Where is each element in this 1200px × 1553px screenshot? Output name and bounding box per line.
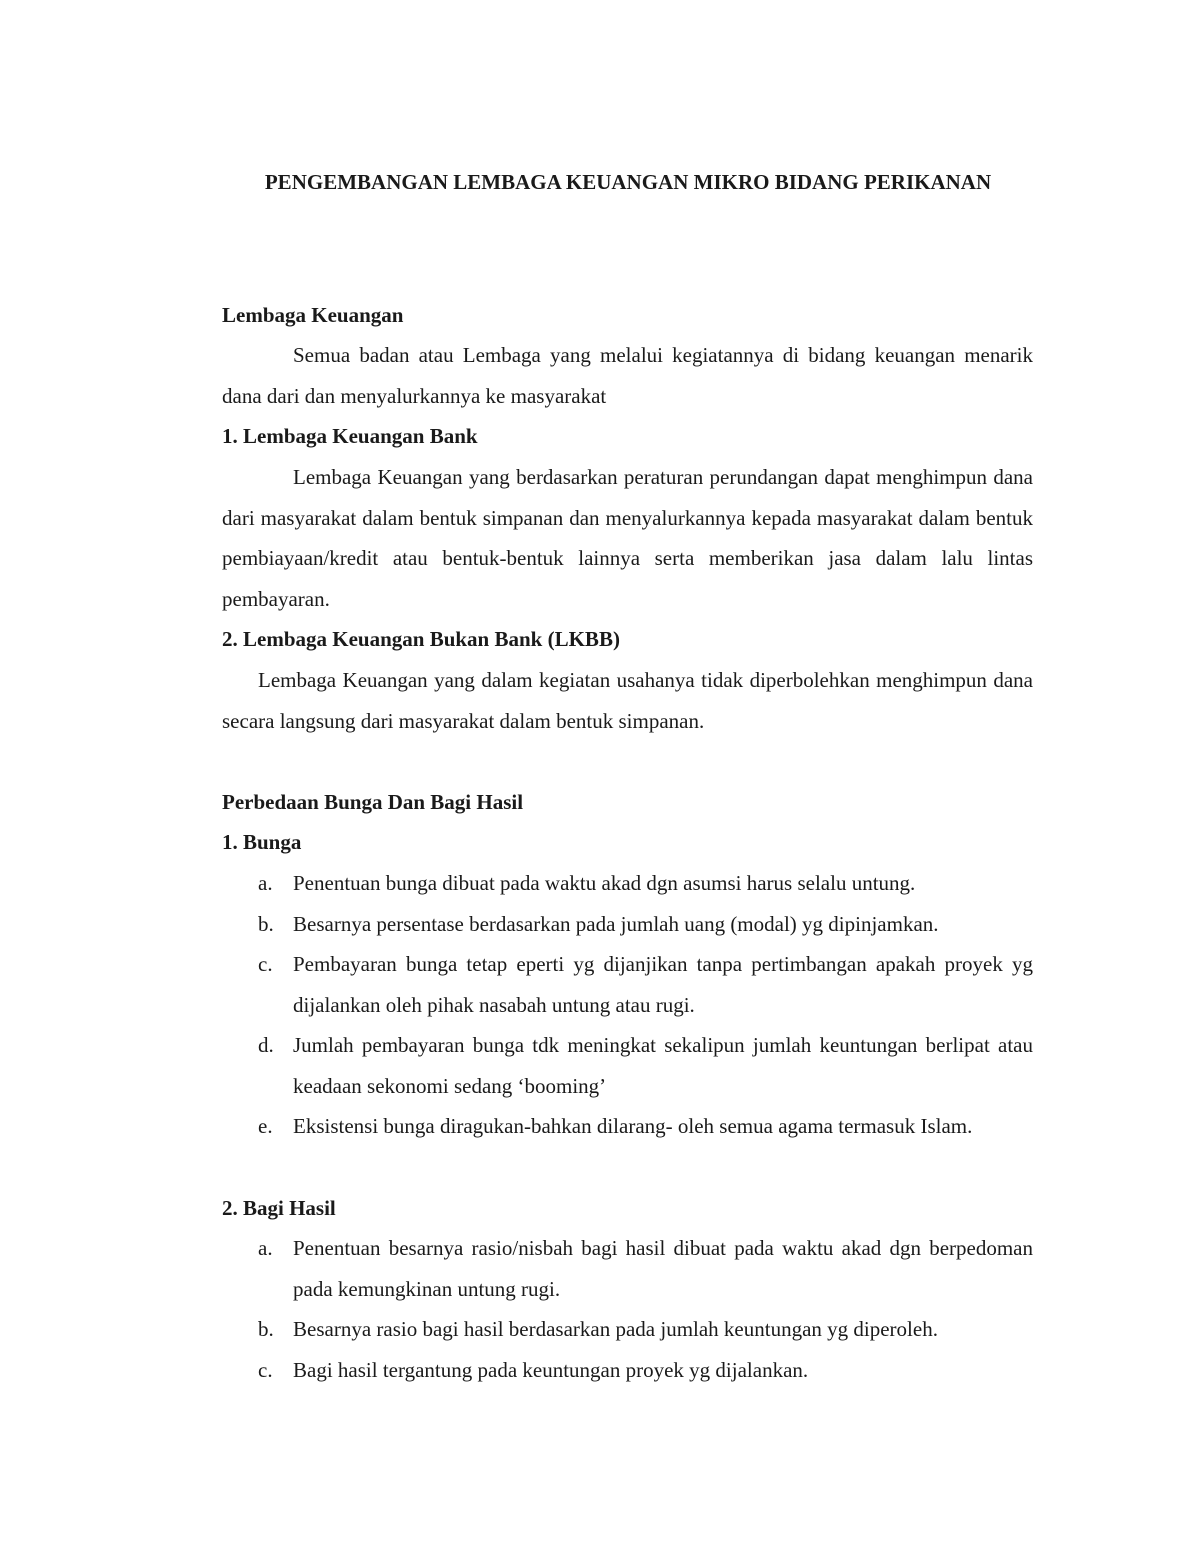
list-marker: c.	[258, 1357, 273, 1382]
list-marker: a.	[258, 1236, 273, 1260]
list-item	[222, 1228, 1033, 1309]
list-item	[222, 1106, 1033, 1147]
list-item-text: Besarnya rasio bagi hasil berdasarkan pada jumlah keuntungan yg diperoleh.	[293, 1317, 938, 1341]
list-item	[222, 904, 1033, 945]
subheading-lembaga-keuangan-bank: 1. Lembaga Keuangan Bank	[222, 424, 478, 448]
list-marker: b.	[258, 911, 274, 936]
list-marker: b.	[258, 1317, 274, 1341]
list-item-text: Bagi hasil tergantung pada keuntungan proyek yg dijalankan.	[293, 1357, 809, 1382]
list-item	[222, 1309, 1033, 1350]
paragraph-lembaga-keuangan-bank: Lembaga Keuangan yang berdasarkan peraturan perundangan dapat menghimpun dana dari masyarakat dalam bentuk simpanan dan menyalurkannya kepada masyarakat dalam bentuk pembiayaan/kredit atau bentuk-bentuk lainnya serta memberikan jasa dalam lalu lintas pembayaran.	[222, 465, 1033, 611]
list-item-text: Pembayaran bunga tetap eperti yg dijanjikan tanpa pertimbangan apakah proyek yg dijalankan oleh pihak nasabah untung atau rugi.	[293, 952, 1033, 1017]
list-marker: a.	[258, 871, 273, 895]
paragraph-lkbb: Lembaga Keuangan yang dalam kegiatan usahanya tidak diperbolehkan menghimpun dana secara langsung dari masyarakat dalam bentuk simpanan.	[222, 668, 1033, 733]
list-marker: e.	[258, 1114, 273, 1138]
list-item	[222, 1025, 1033, 1106]
subheading-lkbb: 2. Lembaga Keuangan Bukan Bank (LKBB)	[222, 627, 620, 651]
bunga-list	[222, 863, 1033, 1147]
bagi-hasil-list	[222, 1228, 1033, 1390]
list-marker: d.	[258, 1033, 274, 1057]
list-item-text: Eksistensi bunga diragukan-bahkan dilarang- oleh semua agama termasuk Islam.	[293, 1114, 973, 1138]
section-heading-lembaga-keuangan: Lembaga Keuangan	[222, 303, 404, 327]
list-item	[222, 944, 1033, 1025]
section-heading-perbedaan: Perbedaan Bunga Dan Bagi Hasil	[222, 790, 524, 814]
list-item-text: Besarnya persentase berdasarkan pada jumlah uang (modal) yg dipinjamkan.	[293, 911, 939, 936]
list-marker: c.	[258, 952, 273, 976]
list-item	[222, 863, 1033, 904]
subheading-bagi-hasil: 2. Bagi Hasil	[222, 1196, 336, 1220]
subheading-bunga: 1. Bunga	[222, 830, 302, 854]
list-item	[222, 1350, 1033, 1391]
document-title: PENGEMBANGAN LEMBAGA KEUANGAN MIKRO BIDANG PERIKANAN	[264, 170, 992, 194]
list-item-text: Jumlah pembayaran bunga tdk meningkat sekalipun jumlah keuntungan berlipat atau keadaan sekonomi sedang ‘booming’	[293, 1033, 1033, 1098]
list-item-text: Penentuan bunga dibuat pada waktu akad dgn asumsi harus selalu untung.	[293, 871, 916, 895]
list-item-text: Penentuan besarnya rasio/nisbah bagi hasil dibuat pada waktu akad dgn berpedoman pada kemungkinan untung rugi.	[293, 1236, 1033, 1301]
paragraph-lembaga-keuangan: Semua badan atau Lembaga yang melalui kegiatannya di bidang keuangan menarik dana dari dan menyalurkannya ke masyarakat	[222, 343, 1033, 408]
